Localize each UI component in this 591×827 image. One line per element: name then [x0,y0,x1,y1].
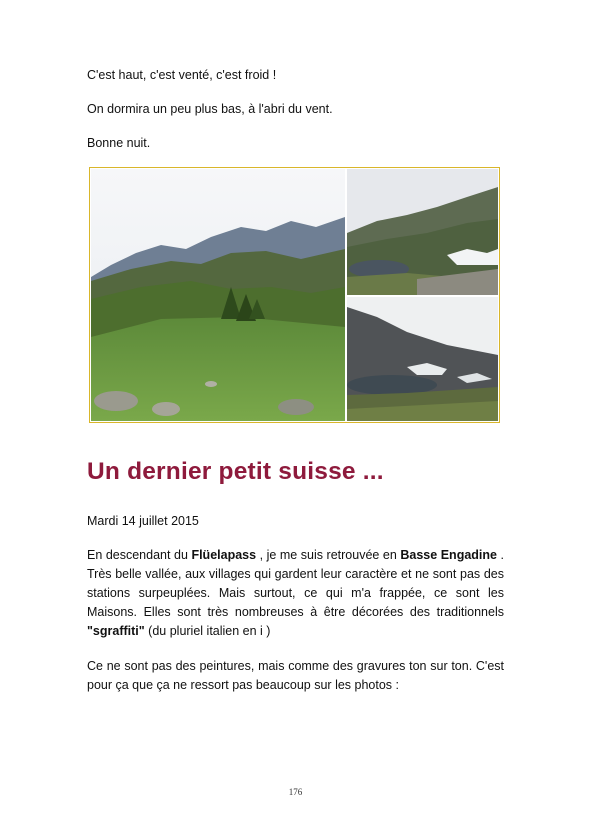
paragraph-1-text-3: . Très belle vallée, aux villages qui gardent leur caractère et ne sont pas des stations surpeuplées. Mais surtout, ce qui m'a frappée, ce sont les Maisons. Elles sont très nombreuses à être décorées des traditionnels [87,548,504,619]
paragraph-1-text-2: , je me suis retrouvée en [256,548,401,562]
intro-line-1: C'est haut, c'est venté, c'est froid ! [87,68,277,82]
place-flueelapass: Flüelapass [191,548,257,562]
post-date: Mardi 14 juillet 2015 [87,514,199,528]
photo-collage [89,167,500,423]
paragraph-1-text-4: (du pluriel italien en i ) [144,624,271,638]
paragraph-1 [87,546,504,641]
paragraph-2: Ce ne sont pas des peintures, mais comme des gravures ton sur ton. C'est pour ça que ça ne ressort pas beaucoup sur les photos : [87,659,504,692]
dark-lake-snow-photo [347,297,498,421]
place-basse-engadine: Basse Engadine [400,548,497,562]
term-sgraffiti: "sgraffiti" [87,624,145,638]
mountain-meadow-photo [91,169,345,421]
section-heading: Un dernier petit suisse ... [87,458,384,485]
alpine-lake-photo [347,169,498,295]
intro-line-2: On dormira un peu plus bas, à l'abri du vent. [87,102,333,116]
paragraph-1-text-1: En descendant du [87,548,192,562]
page-number: 176 [288,787,303,797]
intro-line-3: Bonne nuit. [87,136,151,150]
